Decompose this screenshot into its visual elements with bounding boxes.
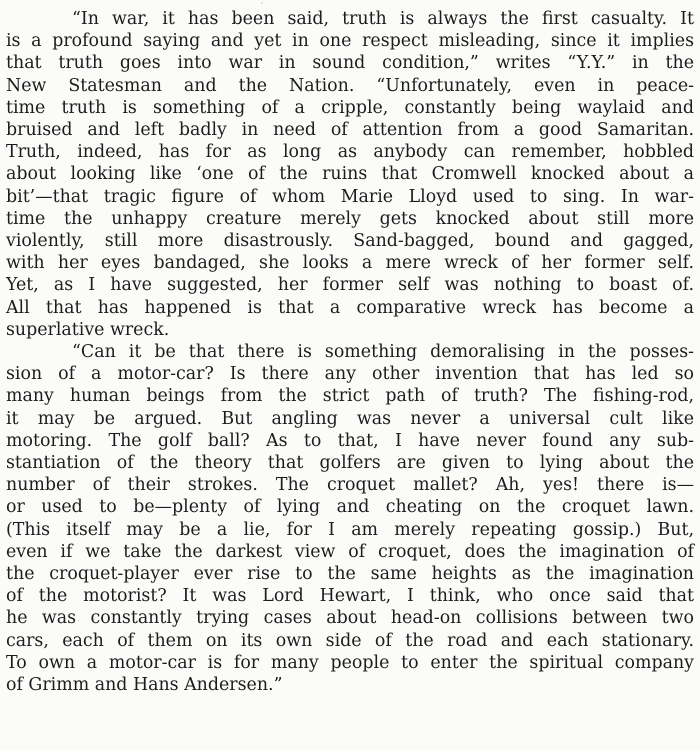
text-line: Truth, indeed, has for as long as anybody can remember, hobbled: [6, 142, 694, 163]
text-line: (This itself may be a lie, for I am merely repeating gossip.) But,: [6, 519, 694, 540]
text-line: Yet, as I have suggested, her former self was nothing to boast of.: [6, 275, 694, 296]
text-line: time truth is something of a cripple, constantly being waylaid and: [6, 97, 694, 118]
text-line: or used to be—plenty of lying and cheating on the croquet lawn.: [6, 497, 694, 518]
text-line: All that has happened is that a comparative wreck has become a: [6, 297, 694, 318]
text-line: bruised and left badly in need of attention from a good Samaritan.: [6, 120, 694, 141]
text-line: the croquet-player ever rise to the same heights as the imagination: [6, 564, 694, 585]
text-line: time the unhappy creature merely gets knocked about still more: [6, 208, 694, 229]
text-line: “In war, it has been said, truth is always the first casualty. It: [72, 9, 694, 29]
text-line: of the motorist? It was Lord Hewart, I think, who once said that: [6, 586, 694, 607]
text-line: violently, still more disastrously. Sand-bagged, bound and gagged,: [6, 231, 694, 252]
print-speck: ˙: [260, 2, 264, 11]
text-line: he was constantly trying cases about head-on collisions between two: [6, 608, 694, 629]
paragraph-2: [6, 341, 694, 696]
text-line: bit’—that tragic figure of whom Marie Lloyd used to sing. In war-: [6, 186, 694, 207]
text-line: many human beings from the strict path of truth? The fishing-rod,: [6, 386, 694, 407]
paragraph-1: [6, 8, 694, 341]
text-line: about looking like ‘one of the ruins that Cromwell knocked about a: [6, 164, 694, 185]
text-line: To own a motor-car is for many people to enter the spiritual company: [6, 652, 694, 673]
text-line: number of their strokes. The croquet mallet? Ah, yes! there is—: [6, 475, 694, 496]
text-line: of Grimm and Hans Andersen.”: [6, 675, 283, 696]
text-line: motoring. The golf ball? As to that, I have never found any sub-: [6, 430, 694, 451]
text-line: sion of a motor-car? Is there any other invention that has led so: [6, 364, 694, 385]
text-line: cars, each of them on its own side of the road and each stationary.: [6, 630, 694, 651]
text-line: stantiation of the theory that golfers are given to lying about the: [6, 453, 694, 474]
text-line: with her eyes bandaged, she looks a mere wreck of her former self.: [6, 253, 694, 274]
document-body: [6, 8, 694, 696]
text-line: is a profound saying and yet in one respect misleading, since it implies: [6, 31, 694, 52]
text-line: New Statesman and the Nation. “Unfortunately, even in peace-: [6, 75, 694, 96]
text-line: that truth goes into war in sound condition,” writes “Y.Y.” in the: [6, 53, 694, 74]
text-line: superlative wreck.: [6, 319, 170, 340]
text-line: “Can it be that there is something demoralising in the posses-: [72, 342, 694, 363]
text-line: even if we take the darkest view of croquet, does the imagination of: [6, 541, 694, 562]
text-line: it may be argued. But angling was never a universal cult like: [6, 408, 694, 429]
